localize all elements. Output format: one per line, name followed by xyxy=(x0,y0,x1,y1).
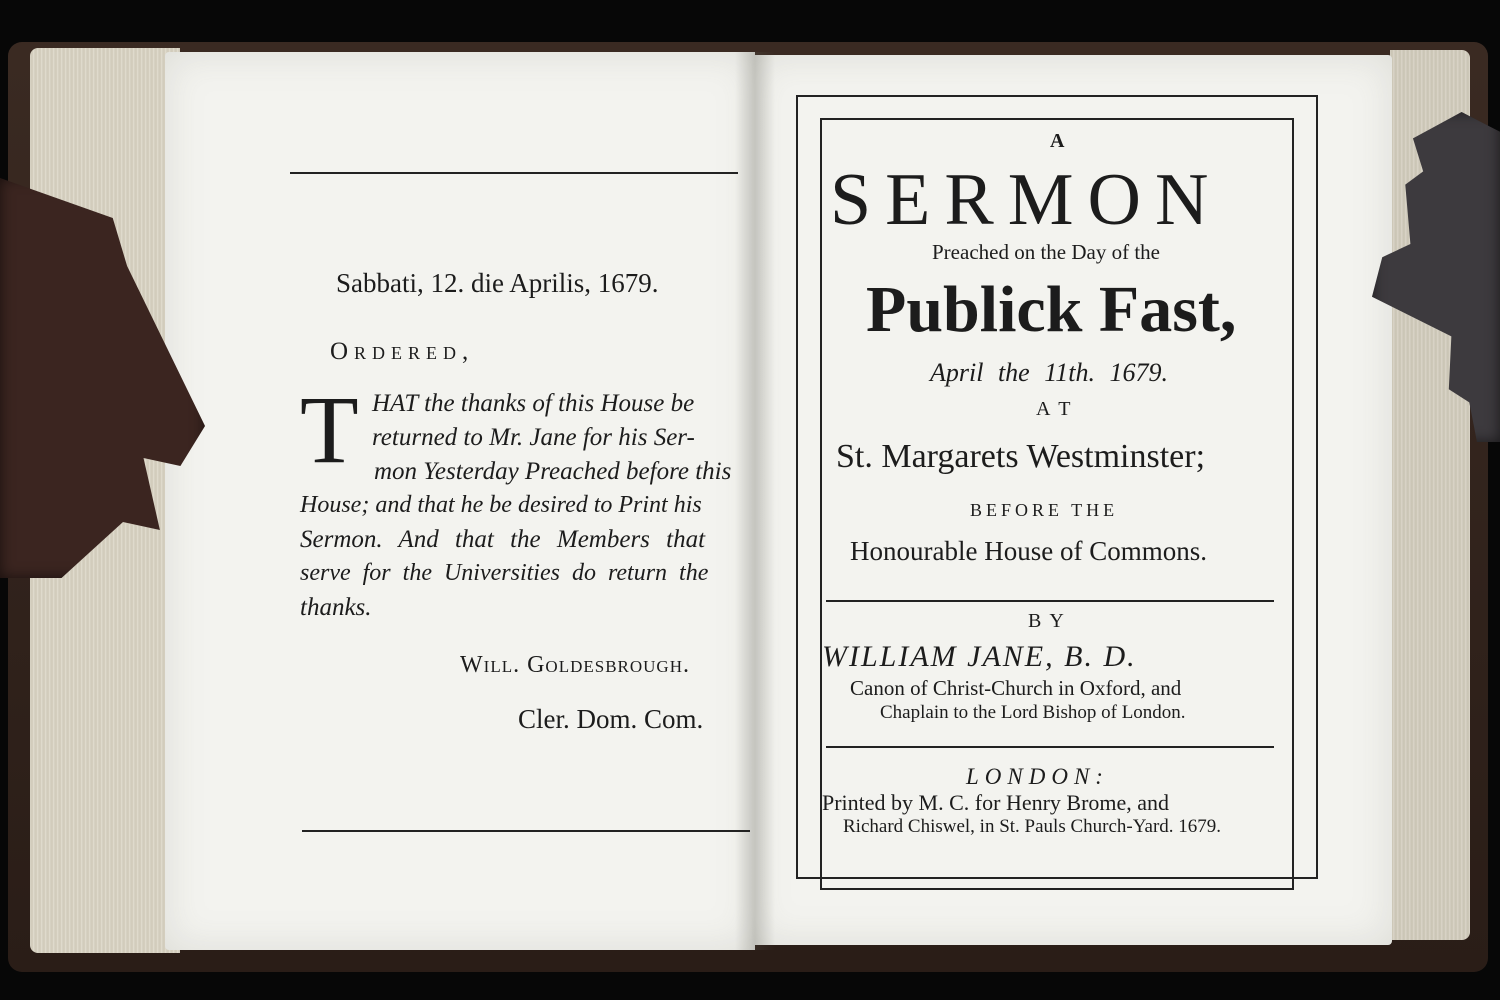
title-date: April the 11th. 1679. xyxy=(930,358,1169,387)
book-gutter xyxy=(735,52,775,950)
title-by: BY xyxy=(1028,610,1072,632)
title-london: LONDON: xyxy=(966,764,1109,789)
title-a: A xyxy=(1050,130,1065,152)
dropcap: T xyxy=(300,376,359,483)
title-place: St. Margarets Westminster; xyxy=(836,438,1206,475)
title-sermon: SERMON xyxy=(830,159,1223,241)
body-line-4: House; and that he be desired to Print his xyxy=(300,492,702,518)
date-line: Sabbati, 12. die Aprilis, 1679. xyxy=(336,268,659,298)
title-printed-1: Printed by M. C. for Henry Brome, and xyxy=(822,790,1170,815)
title-rule-2 xyxy=(826,746,1274,748)
signature: Will. Goldesbrough. xyxy=(460,652,690,678)
title-chaplain: Chaplain to the Lord Bishop of London. xyxy=(880,702,1186,723)
body-line-1: HAT the thanks of this House be xyxy=(372,390,695,417)
title-at: AT xyxy=(1036,398,1081,420)
title-publick-fast: Publick Fast, xyxy=(866,273,1237,346)
title-author: WILLIAM JANE, B. D. xyxy=(822,640,1137,673)
ordered-heading: Ordered, xyxy=(330,338,475,365)
title-house: Honourable House of Commons. xyxy=(850,536,1207,566)
bottom-rule-left xyxy=(302,830,750,832)
title-rule-1 xyxy=(826,600,1274,602)
body-line-6: serve for the Universities do return the xyxy=(300,560,709,586)
title-before: BEFORE THE xyxy=(970,500,1119,520)
body-line-2: returned to Mr. Jane for his Ser- xyxy=(372,424,695,451)
clerk-office: Cler. Dom. Com. xyxy=(518,704,704,734)
title-preached: Preached on the Day of the xyxy=(932,240,1160,264)
title-canon: Canon of Christ-Church in Oxford, and xyxy=(850,676,1182,700)
body-line-7: thanks. xyxy=(300,594,372,621)
body-line-3: mon Yesterday Preached before this xyxy=(374,458,732,485)
body-line-5: Sermon. And that the Members that xyxy=(300,526,706,553)
title-printed-2: Richard Chiswel, in St. Pauls Church-Yard. 1679. xyxy=(843,816,1222,837)
top-rule-left xyxy=(290,172,738,174)
